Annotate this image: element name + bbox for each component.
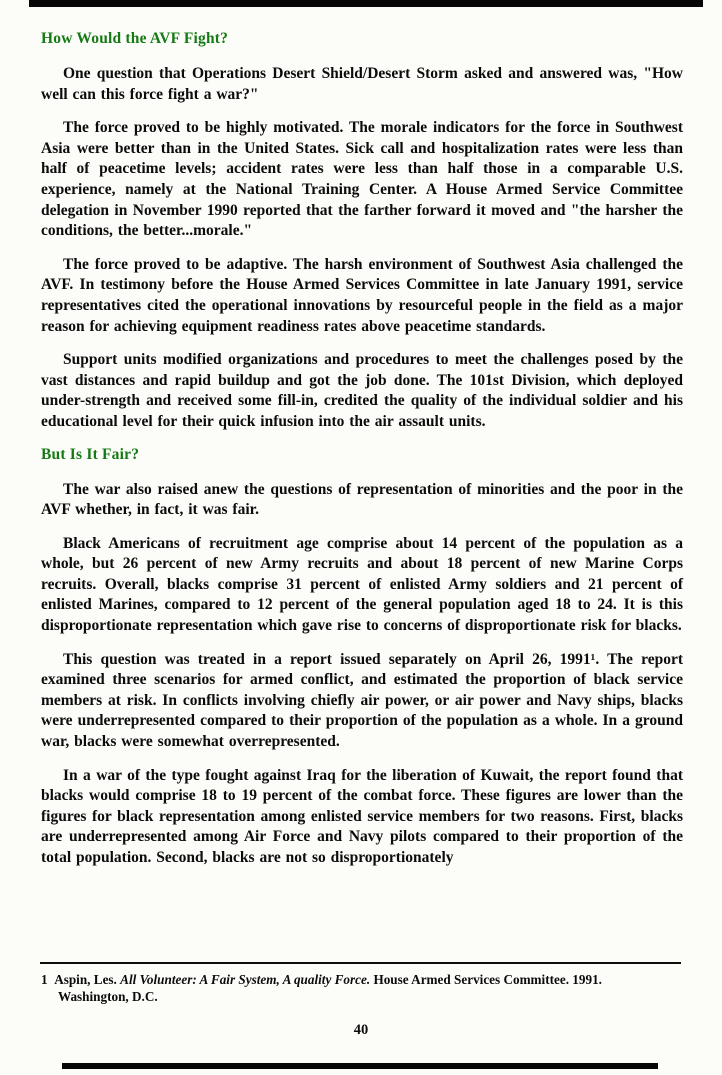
footnote-citation-title: All Volunteer: A Fair System, A quality Force. [120,972,371,987]
section-heading-but-is-it-fair: But Is It Fair? [41,445,140,463]
footnote-citation-prefix: 1 Aspin, Les. [41,972,121,987]
paragraph: The force proved to be highly motivated. The morale indicators for the force in Southwest Asia were better than in the United States. Sick call and hospitalization rates were less than half of peacetime levels; accident rates were less than half those in a comparable U.S. experience, namely at the National Training Center. A House Armed Service Committee delegation in November 1990 reported that the farther forward it moved and "the harsher the conditions, the better...morale." [41,119,683,240]
paragraph: Support units modified organizations and procedures to meet the challenges posed by the vast distances and rapid buildup and got the job done. The 101st Division, which deployed under-strength and received some fill-in, credited the quality of the individual soldier and his educational level for their quick infusion into the air assault units. [41,351,683,430]
paragraph: The war also raised anew the questions of representation of minorities and the poor in the AVF whether, in fact, it was fair. [41,480,683,519]
paragraph: The force proved to be adaptive. The harsh environment of Southwest Asia challenged the AVF. In testimony before the House Armed Services Committee in late January 1991, service representatives cited the operational innovations by resourceful people in the field as a major reason for achieving equipment readiness rates above peacetime standards. [41,255,683,335]
page-number: 40 [353,1022,369,1038]
footnote-citation-suffix: House Armed Services Committee. 1991. [370,972,602,987]
bottom-border-bar [62,1063,658,1069]
footnote-line-2: Washington, D.C. [58,989,158,1004]
footnote-divider [40,962,681,964]
paragraph: Black Americans of recruitment age comprise about 14 percent of the population as a whole, but 26 percent of new Army recruits and about 18 percent of new Marine Corps recruits. Overall, blacks comprise 31 percent of enlisted Army soldiers and 21 percent of enlisted Marines, compared to 12 percent of the general population aged 18 to 24. It is this disproportionate representation which gave rise to concerns of disproportionate risk for blacks. [41,534,683,635]
footnote-line-1 [41,971,682,988]
page-content [41,30,683,882]
paragraph: One question that Operations Desert Shield/Desert Storm asked and answered was, "How well can this force fight a war?" [41,65,683,103]
paragraph: This question was treated in a report issued separately on April 26, 1991¹. The report examined three scenarios for armed conflict, and estimated the proportion of black service members at risk. In conflicts involving chiefly air power, or air power and Navy ships, blacks were underrepresented compared to their proportion of the population as a whole. In a ground war, blacks were somewhat overrepresented. [41,650,683,751]
paragraph: In a war of the type fought against Iraq for the liberation of Kuwait, the report found that blacks would comprise 18 to 19 percent of the combat force. These figures are lower than the figures for black representation among enlisted service members for two reasons. First, blacks are underrepresented among Air Force and Navy pilots compared to their proportion of the total population. Second, blacks are not so disproportionately [41,766,683,866]
section-heading-how-would-the-avf-fight: How Would the AVF Fight? [41,30,229,47]
top-border-bar [29,0,703,7]
footnote [41,971,682,1005]
